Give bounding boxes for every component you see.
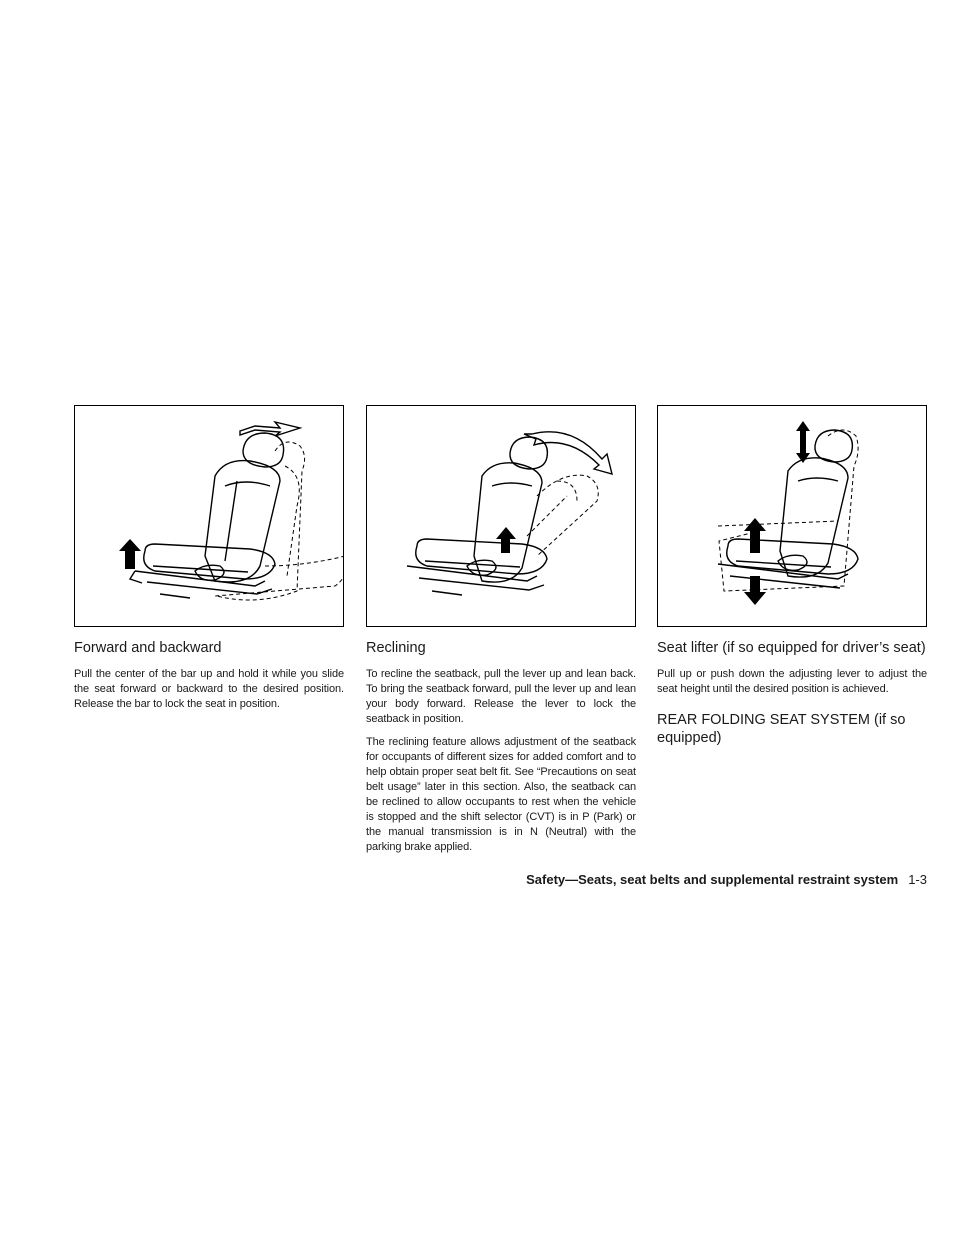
seat-lifter-drawing	[658, 406, 926, 626]
footer-title: Safety—Seats, seat belts and supplemental restraint system	[526, 872, 899, 887]
reclining-text-1: To recline the seatback, pull the lever up and lean back. To bring the seatback forward, pull the lever up and lean your body forward. Release the lever to lock the seatback in position.	[366, 668, 636, 725]
column-reclining	[366, 405, 636, 863]
page-footer	[400, 872, 927, 887]
seat-recline-drawing	[367, 406, 635, 626]
column-forward-backward	[74, 405, 344, 720]
seat-lifter-text: Pull up or push down the adjusting lever to adjust the seat height until the desired position is achieved.	[657, 668, 927, 695]
column-seat-lifter	[657, 405, 927, 757]
seat-slide-drawing	[75, 406, 343, 626]
forward-backward-heading: Forward and backward	[74, 640, 222, 656]
seat-lifter-illustration	[657, 405, 927, 627]
seat-recline-illustration	[366, 405, 636, 627]
reclining-text-2: The reclining feature allows adjustment of the seatback for occupants of different sizes for added comfort and to help obtain proper seat belt fit. See “Precautions on seat belt usage” later in this section. Also, the seatback can be reclined to allow occupants to rest when the vehicle is stopped and the shift selector (CVT) is in P (Park) or the manual transmission is in N (Neutral) with the parking brake applied.	[366, 736, 636, 853]
reclining-heading: Reclining	[366, 640, 426, 656]
page-number: 1-3	[908, 872, 927, 887]
seat-slide-illustration	[74, 405, 344, 627]
forward-backward-text: Pull the center of the bar up and hold it while you slide the seat forward or backward to the desired position. Release the bar to lock the seat in position.	[74, 668, 344, 710]
rear-folding-seat-heading: REAR FOLDING SEAT SYSTEM (if so equipped)	[657, 712, 906, 746]
seat-lifter-heading: Seat lifter (if so equipped for driver’s seat)	[657, 640, 926, 656]
